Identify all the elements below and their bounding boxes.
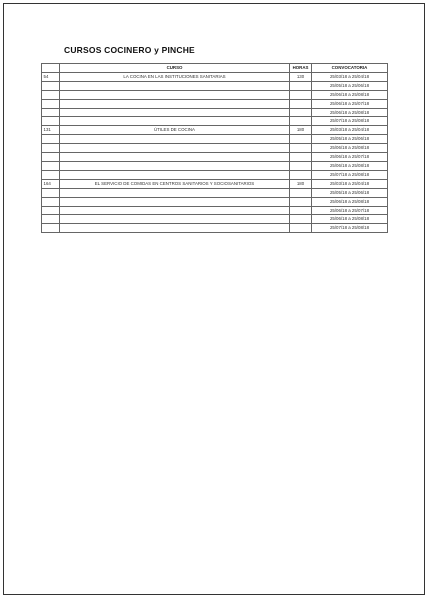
course-id-cell — [42, 135, 60, 144]
course-hours-cell — [290, 170, 312, 179]
convocatoria-dates-cell: 25/05/18 a 25/06/18 — [312, 135, 388, 144]
table-row — [42, 188, 388, 197]
course-id-cell — [42, 144, 60, 153]
column-header-id — [42, 64, 60, 73]
table-row — [42, 108, 388, 117]
table-row — [42, 144, 388, 153]
course-id-cell: 164 — [42, 179, 60, 188]
course-name-cell — [60, 135, 290, 144]
convocatoria-dates-cell: 25/06/18 a 25/08/18 — [312, 144, 388, 153]
course-hours-cell — [290, 90, 312, 99]
course-id-cell — [42, 197, 60, 206]
table-row — [42, 90, 388, 99]
course-name-cell — [60, 161, 290, 170]
convocatoria-dates-cell: 25/06/18 a 25/08/18 — [312, 108, 388, 117]
course-id-cell — [42, 108, 60, 117]
table-row — [42, 72, 388, 81]
course-hours-cell: 180 — [290, 126, 312, 135]
course-id-cell — [42, 215, 60, 224]
courses-table — [41, 63, 388, 233]
table-row — [42, 215, 388, 224]
document-page — [3, 3, 425, 595]
convocatoria-dates-cell: 25/06/18 a 25/08/18 — [312, 197, 388, 206]
course-hours-cell — [290, 135, 312, 144]
table-row — [42, 206, 388, 215]
header-row — [42, 64, 388, 73]
convocatoria-dates-cell: 25/03/18 a 25/04/18 — [312, 72, 388, 81]
convocatoria-dates-cell: 25/07/18 a 25/08/18 — [312, 224, 388, 233]
course-name-cell — [60, 108, 290, 117]
course-hours-cell — [290, 99, 312, 108]
table-row — [42, 126, 388, 135]
table-header — [42, 64, 388, 73]
course-name-cell — [60, 90, 290, 99]
course-id-cell — [42, 153, 60, 162]
course-name-cell — [60, 81, 290, 90]
column-header-convocatoria: CONVOCATORIA — [312, 64, 388, 73]
course-hours-cell: 180 — [290, 179, 312, 188]
course-name-cell: EL SERVICIO DE COMIDAS EN CENTROS SANITARIOS Y SOCIOSANITARIOS — [60, 179, 290, 188]
convocatoria-dates-cell: 25/07/18 a 25/08/18 — [312, 117, 388, 126]
column-header-curso: CURSO — [60, 64, 290, 73]
course-hours-cell — [290, 117, 312, 126]
course-id-cell: 131 — [42, 126, 60, 135]
convocatoria-dates-cell: 25/06/18 a 25/08/18 — [312, 215, 388, 224]
course-hours-cell — [290, 206, 312, 215]
convocatoria-dates-cell: 25/05/18 a 25/06/18 — [312, 81, 388, 90]
course-id-cell — [42, 117, 60, 126]
course-name-cell — [60, 188, 290, 197]
course-id-cell — [42, 170, 60, 179]
table-row — [42, 135, 388, 144]
convocatoria-dates-cell: 25/06/18 a 25/08/18 — [312, 90, 388, 99]
course-hours-cell — [290, 224, 312, 233]
convocatoria-dates-cell: 25/07/18 a 25/08/18 — [312, 170, 388, 179]
course-hours-cell — [290, 197, 312, 206]
convocatoria-dates-cell: 25/03/18 a 25/04/18 — [312, 179, 388, 188]
course-hours-cell — [290, 215, 312, 224]
course-name-cell — [60, 99, 290, 108]
course-hours-cell — [290, 153, 312, 162]
course-id-cell: 54 — [42, 72, 60, 81]
course-hours-cell — [290, 144, 312, 153]
course-id-cell — [42, 188, 60, 197]
column-header-horas: HORAS — [290, 64, 312, 73]
course-id-cell — [42, 224, 60, 233]
course-name-cell — [60, 215, 290, 224]
course-hours-cell — [290, 81, 312, 90]
course-id-cell — [42, 99, 60, 108]
table-body — [42, 72, 388, 232]
table-row — [42, 179, 388, 188]
table-row — [42, 117, 388, 126]
course-id-cell — [42, 81, 60, 90]
course-id-cell — [42, 90, 60, 99]
table-row — [42, 224, 388, 233]
course-name-cell — [60, 153, 290, 162]
table-row — [42, 81, 388, 90]
course-hours-cell — [290, 108, 312, 117]
course-id-cell — [42, 161, 60, 170]
table-row — [42, 170, 388, 179]
convocatoria-dates-cell: 25/05/18 a 25/06/18 — [312, 188, 388, 197]
page-title: CURSOS COCINERO y PINCHE — [64, 45, 195, 55]
course-name-cell — [60, 117, 290, 126]
table-row — [42, 197, 388, 206]
convocatoria-dates-cell: 25/06/18 a 25/07/18 — [312, 206, 388, 215]
course-name-cell: ÚTILES DE COCINA — [60, 126, 290, 135]
table-row — [42, 99, 388, 108]
course-id-cell — [42, 206, 60, 215]
course-name-cell — [60, 144, 290, 153]
convocatoria-dates-cell: 25/06/18 a 25/07/18 — [312, 99, 388, 108]
course-hours-cell — [290, 161, 312, 170]
course-name-cell — [60, 170, 290, 179]
course-name-cell: LA COCINA EN LAS INSTITUCIONES SANITARIAS — [60, 72, 290, 81]
course-name-cell — [60, 224, 290, 233]
table-row — [42, 153, 388, 162]
convocatoria-dates-cell: 25/03/18 a 25/04/18 — [312, 126, 388, 135]
course-name-cell — [60, 206, 290, 215]
course-hours-cell: 130 — [290, 72, 312, 81]
course-hours-cell — [290, 188, 312, 197]
course-name-cell — [60, 197, 290, 206]
table-row — [42, 161, 388, 170]
convocatoria-dates-cell: 25/06/18 a 25/07/18 — [312, 153, 388, 162]
convocatoria-dates-cell: 25/06/18 a 25/08/18 — [312, 161, 388, 170]
